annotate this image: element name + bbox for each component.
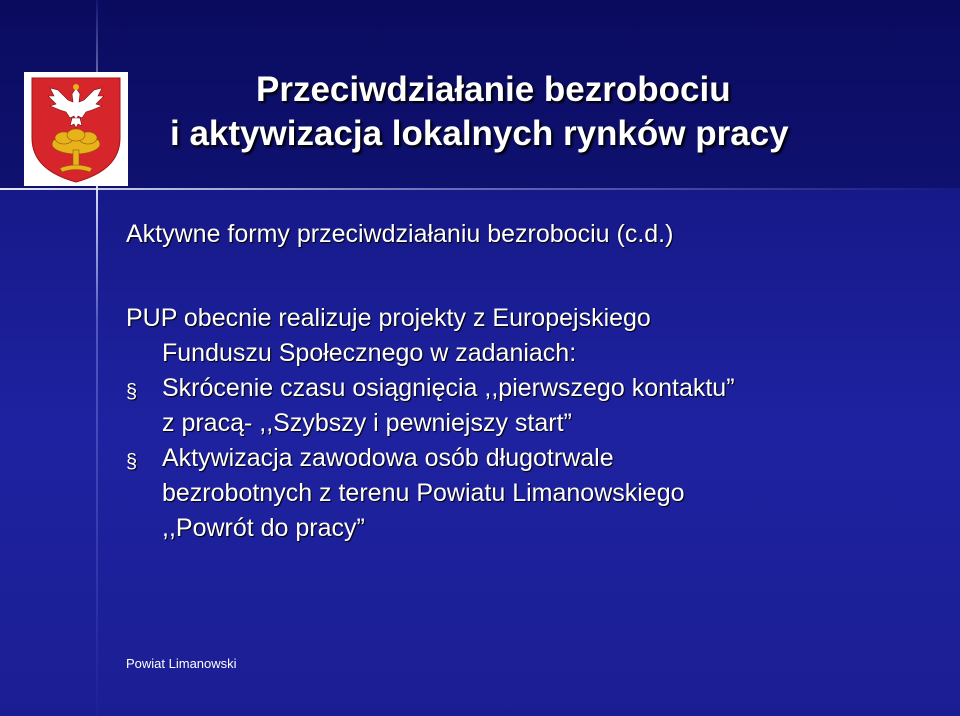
coat-of-arms-icon — [24, 72, 128, 186]
section-sign-bullet-icon: § — [126, 381, 138, 403]
title-line-2: i aktywizacja lokalnych rynków pracy — [170, 114, 789, 153]
bullet-2-line-1: Aktywizacja zawodowa osób długotrwale — [162, 444, 614, 472]
horizontal-divider — [0, 188, 960, 190]
section-sign-bullet-icon: § — [126, 451, 138, 473]
bullet-1-line-2: z pracą- ,,Szybszy i pewniejszy start” — [162, 409, 572, 437]
list-item — [126, 441, 926, 546]
bullet-2-line-3: ,,Powrót do pracy” — [162, 514, 365, 542]
slide-body — [126, 301, 926, 546]
intro-line-1: PUP obecnie realizuje projekty z Europejskiego — [126, 304, 651, 332]
list-item — [126, 371, 926, 441]
intro-line-2: Funduszu Społecznego w zadaniach: — [162, 339, 577, 367]
slide-footer: Powiat Limanowski — [126, 656, 237, 671]
slide-subtitle: Aktywne formy przeciwdziałaniu bezrobociu (c.d.) — [126, 220, 674, 248]
bullet-2-line-2: bezrobotnych z terenu Powiatu Limanowskiego — [162, 479, 685, 507]
bullet-1-line-1: Skrócenie czasu osiągnięcia ,,pierwszego kontaktu” — [162, 374, 735, 402]
title-line-1: Przeciwdziałanie bezrobociu — [256, 70, 731, 109]
slide-title — [170, 68, 789, 156]
